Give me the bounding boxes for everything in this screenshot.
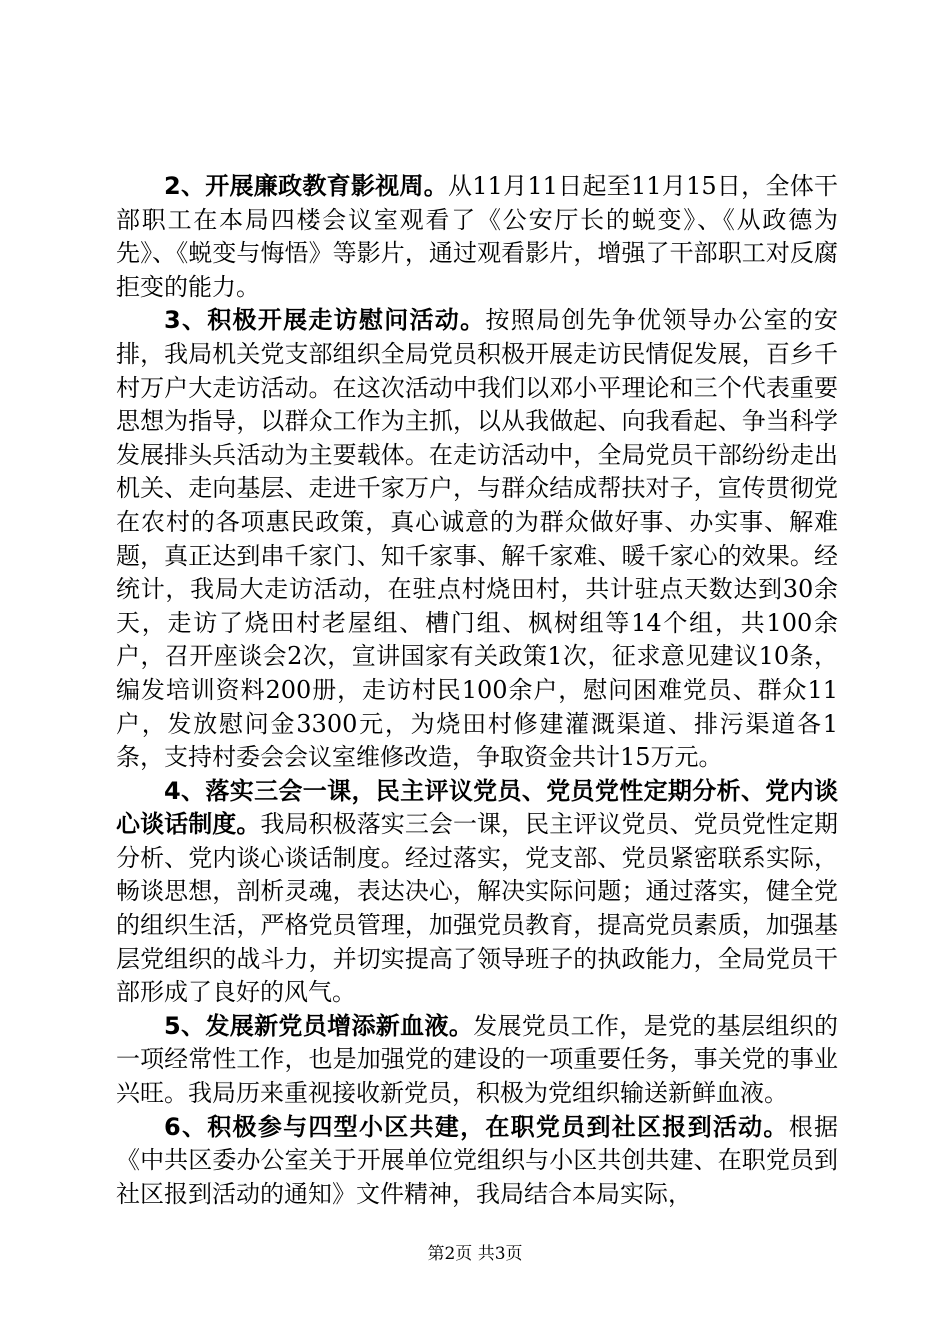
paragraph-4 [116, 775, 838, 1010]
paragraph-6 [116, 1111, 838, 1212]
paragraph-text: 发展党员工作，是党的基层组织的一项经常性工作，也是加强党的建设的一项重要任务，事关党的事业兴旺。我局历来重视接收新党员，积极为党组织输送新鲜血液。 [116, 1011, 839, 1108]
paragraph-text: 按照局创先争优领导办公室的安排，我局机关党支部组织全局党员积极开展走访民情促发展，百乡千村万户大走访活动。在这次活动中我们以邓小平理论和三个代表重要思想为指导，以群众工作为主抓，以从我做起、向我看起、争当科学发展排头兵活动为主要载体。在走访活动中，全局党员干部纷纷走出机关、走向基层、走进千家万户，与群众结成帮扶对子，宣传贯彻党在农村的各项惠民政策，真心诚意的为群众做好事、办实事、解难题，真正达到串千家门、知千家事、解千家难、暖千家心的效果。经统计，我局大走访活动，在驻点村烧田村，共计驻点天数达到30余天，走访了烧田村老屋组、槽门组、枫树组等14个组，共100余户，召开座谈会2次，宣讲国家有关政策1次，征求意见建议10条，编发培训资料200册，走访村民100余户，慰问困难党员、群众11户，发放慰问金3300元，为烧田村修建灌溉渠道、排污渠道各1条，支持村委会会议室维修改造，争取资金共计15万元。 [116, 306, 839, 772]
page-footer: 第2页 共3页 [427, 1244, 523, 1264]
paragraph-3 [116, 304, 838, 774]
paragraph-heading: 2、开展廉政教育影视周。 [164, 172, 448, 200]
paragraph-text: 根据《中共区委办公室关于开展单位党组织与小区共创共建、在职党员到社区报到活动的通知》文件精神，我局结合本局实际， [116, 1112, 838, 1208]
paragraph-5 [116, 1010, 838, 1111]
paragraph-text: 我局积极落实三会一课，民主评议党员、党员党性定期分析、党内谈心谈话制度。经过落实，党支部、党员紧密联系实际，畅谈思想，剖析灵魂，表达决心，解决实际问题；通过落实，健全党的组织生活，严格党员管理，加强党员教育，提高党员素质，加强基层党组织的战斗力，并切实提高了领导班子的执政能力，全局党员干部形成了良好的风气。 [116, 810, 839, 1007]
paragraph-2 [116, 170, 838, 304]
document-body [116, 170, 838, 1211]
paragraph-heading: 5、发展新党员增添新血液。 [164, 1011, 474, 1040]
paragraph-text: 从11月11日起至11月15日，全体干部职工在本局四楼会议室观看了《公安厅长的蜕变》、《从政德为先》、《蜕变与悔悟》等影片，通过观看影片，增强了干部职工对反腐拒变的能力。 [116, 172, 839, 301]
paragraph-heading: 6、积极参与四型小区共建，在职党员到社区报到活动。 [164, 1112, 789, 1141]
paragraph-heading: 4、落实三会一课，民主评议党员、党员党性定期分析、党内谈心谈话制度。 [116, 776, 838, 839]
paragraph-heading: 3、积极开展走访慰问活动。 [164, 306, 486, 335]
